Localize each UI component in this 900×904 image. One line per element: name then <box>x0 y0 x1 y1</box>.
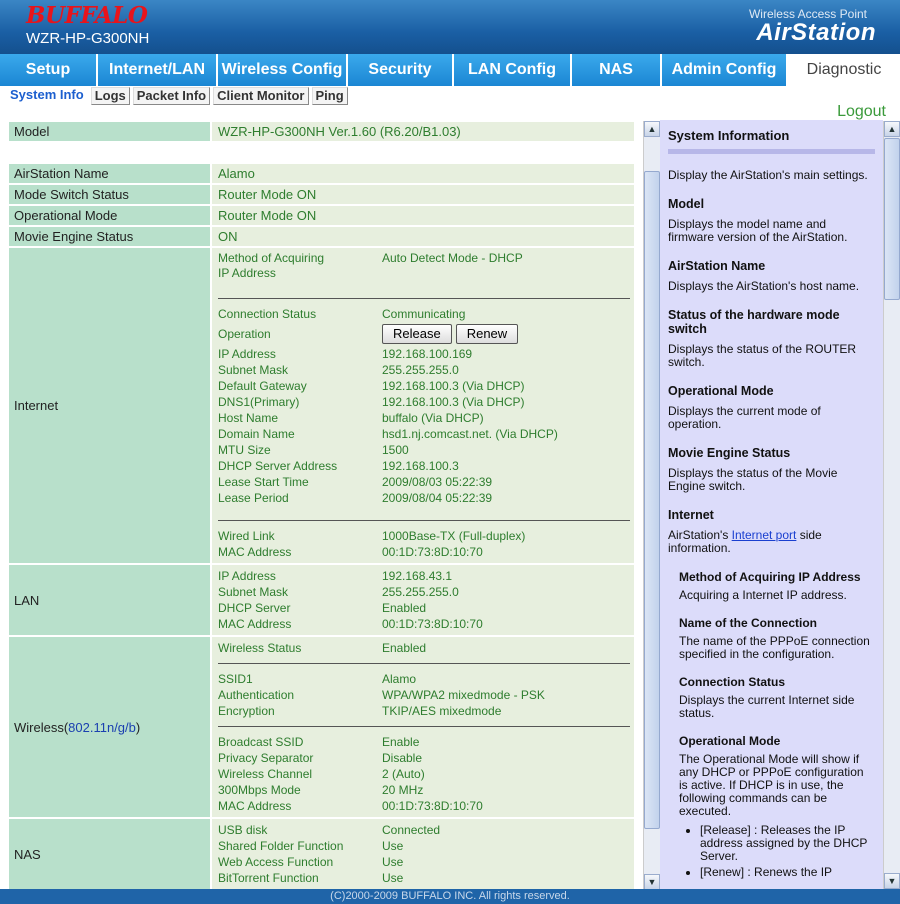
system-info-table <box>9 120 634 891</box>
internet-details <box>218 346 634 506</box>
help-heading: Method of Acquiring IP Address <box>679 570 861 584</box>
table-row <box>9 206 634 225</box>
list-item: BitTorrent Function Use <box>218 871 404 885</box>
help-heading: Operational Mode <box>679 734 781 748</box>
list-item: Subnet Mask 255.255.255.0 <box>218 585 459 599</box>
scroll-up-icon[interactable]: ▲ <box>644 121 660 137</box>
operation-row: Operation Release Renew <box>218 322 634 346</box>
tab-nas[interactable]: NAS <box>572 54 662 86</box>
help-text: The Operational Mode will show if any DHCP or PPPoE configuration is active. If DHCP is in use, the following commands can be executed. <box>679 752 864 818</box>
help-text: Displays the current mode of operation. <box>668 404 821 431</box>
device-model-name: WZR-HP-G300NH <box>26 30 150 47</box>
subtab-client-monitor[interactable]: Client Monitor <box>213 87 308 105</box>
list-item: Broadcast SSID Enable <box>218 735 420 749</box>
help-pane <box>660 120 883 890</box>
tab-admin-config[interactable]: Admin Config <box>662 54 788 86</box>
list-item: Web Access Function Use <box>218 855 404 869</box>
list-item: USB disk Connected <box>218 823 441 837</box>
scroll-down-icon[interactable]: ▼ <box>644 874 660 890</box>
help-heading: Status of the hardware mode switch <box>668 308 840 336</box>
list-item: Domain Name hsd1.nj.comcast.net. (Via DHCP) <box>218 427 558 441</box>
wireless-status-row: Wireless Status Enabled <box>218 641 427 655</box>
table-row <box>9 122 634 141</box>
help-heading: Name of the Connection <box>679 616 818 630</box>
help-text: AirStation's Internet port side information. <box>668 528 822 555</box>
help-text: The name of the PPPoE connection specified in the configuration. <box>679 634 870 661</box>
list-item: Host Name buffalo (Via DHCP) <box>218 411 484 425</box>
header-bar <box>0 0 900 54</box>
table-row <box>9 164 634 183</box>
list-item: Subnet Mask 255.255.255.0 <box>218 363 459 377</box>
list-item: Wireless Channel 2 (Auto) <box>218 767 425 781</box>
help-bullet-list <box>668 824 875 879</box>
list-item: MAC Address 00:1D:73:8D:10:70 <box>218 617 483 631</box>
help-heading: Connection Status <box>679 675 786 689</box>
help-text: Displays the current Internet side status. <box>679 693 855 720</box>
scroll-thumb[interactable] <box>884 138 900 300</box>
sub-nav <box>0 86 900 106</box>
tab-setup[interactable]: Setup <box>0 54 98 86</box>
internet-section <box>9 248 634 563</box>
subtab-ping[interactable]: Ping <box>312 87 348 105</box>
help-scrollbar[interactable] <box>883 121 900 889</box>
tab-internet-lan[interactable]: Internet/LAN <box>98 54 218 86</box>
list-item: Lease Period 2009/08/04 05:22:39 <box>218 491 493 505</box>
subtab-logs[interactable]: Logs <box>91 87 130 105</box>
list-item: DHCP Server Enabled <box>218 601 427 615</box>
tab-diagnostic[interactable]: Diagnostic <box>788 54 900 86</box>
renew-button[interactable]: Renew <box>456 324 518 344</box>
tab-wireless-config[interactable]: Wireless Config <box>218 54 348 86</box>
help-heading: AirStation Name <box>668 259 766 273</box>
help-heading: Movie Engine Status <box>668 446 791 460</box>
operational-mode-value: Router Mode ON <box>212 206 634 225</box>
divider <box>218 520 630 521</box>
wireless-section <box>9 637 634 817</box>
scroll-up-icon[interactable]: ▲ <box>884 121 900 137</box>
main-nav <box>0 54 900 86</box>
airstation-name-value: Alamo <box>212 164 634 183</box>
list-item: DHCP Server Address 192.168.100.3 <box>218 459 459 473</box>
help-text: Displays the model name and firmware version of the AirStation. <box>668 217 848 244</box>
help-heading: Model <box>668 197 705 211</box>
help-heading: Operational Mode <box>668 384 774 398</box>
tab-lan-config[interactable]: LAN Config <box>454 54 572 86</box>
subtab-system-info[interactable]: System Info <box>8 87 88 105</box>
list-item: • [Release] : Releases the IP address assigned by the DHCP Server. <box>700 824 875 863</box>
nas-section <box>9 819 634 889</box>
airstation-logo: AirStation <box>756 19 876 46</box>
internet-method-row: Method of Acquiring IP Address Auto Detect Mode - DHCP <box>218 251 523 280</box>
help-intro: Display the AirStation's main settings. <box>668 168 868 182</box>
footer-copyright: (C)2000-2009 BUFFALO INC. All rights reserved. <box>0 889 900 904</box>
release-button[interactable]: Release <box>382 324 452 344</box>
scroll-down-icon[interactable]: ▼ <box>884 873 900 889</box>
list-item: Encryption TKIP/AES mixedmode <box>218 704 502 718</box>
list-item: DNS1(Primary) 192.168.100.3 (Via DHCP) <box>218 395 525 409</box>
help-text: Displays the status of the ROUTER switch. <box>668 342 857 369</box>
help-text: Displays the AirStation's host name. <box>668 279 860 293</box>
list-item: Privacy Separator Disable <box>218 751 423 765</box>
connection-status-row: Connection Status Communicating <box>218 307 466 321</box>
movie-engine-value: ON <box>212 227 634 246</box>
list-item: SSID1 Alamo <box>218 672 417 686</box>
row-label: Model <box>9 122 212 141</box>
main-scrollbar[interactable] <box>643 121 660 890</box>
list-item: Shared Folder Function Use <box>218 839 404 853</box>
list-item: Lease Start Time 2009/08/03 05:22:39 <box>218 475 493 489</box>
system-info-panel <box>9 120 634 885</box>
divider <box>218 726 630 727</box>
table-row <box>9 143 634 162</box>
list-item: MTU Size 1500 <box>218 443 409 457</box>
tab-security[interactable]: Security <box>348 54 454 86</box>
row-label: Internet <box>9 248 212 563</box>
row-label: AirStation Name <box>9 164 212 183</box>
mode-switch-value: Router Mode ON <box>212 185 634 204</box>
table-row <box>9 185 634 204</box>
list-item: IP Address 192.168.43.1 <box>218 569 453 583</box>
divider <box>218 298 630 299</box>
row-label: Operational Mode <box>9 206 212 225</box>
row-label: Mode Switch Status <box>9 185 212 204</box>
help-heading: Internet <box>668 508 714 522</box>
row-label: Movie Engine Status <box>9 227 212 246</box>
logout-link[interactable]: Logout <box>837 103 886 120</box>
list-item: • [Renew] : Renews the IP <box>700 866 875 879</box>
list-item: 300Mbps Mode 20 MHz <box>218 783 424 797</box>
internet-mac-row: MAC Address 00:1D:73:8D:10:70 <box>218 545 483 559</box>
help-subsections <box>668 570 875 818</box>
table-row <box>9 227 634 246</box>
buffalo-logo: BUFFALO <box>26 2 148 29</box>
subtab-packet-info[interactable]: Packet Info <box>133 87 210 105</box>
help-text: Displays the status of the Movie Engine switch. <box>668 466 838 493</box>
model-value: WZR-HP-G300NH Ver.1.60 (R6.20/B1.03) <box>212 122 634 141</box>
help-text: Acquiring a Internet IP address. <box>679 588 847 602</box>
row-label: LAN <box>9 565 212 635</box>
wireless-label: Wireless(802.11n/g/b) <box>9 637 212 817</box>
scroll-thumb[interactable] <box>644 171 660 829</box>
help-title: System Information <box>668 128 875 154</box>
row-label: NAS <box>9 819 212 889</box>
list-item: Authentication WPA/WPA2 mixedmode - PSK <box>218 688 545 702</box>
list-item: MAC Address 00:1D:73:8D:10:70 <box>218 799 483 813</box>
internet-port-link[interactable]: Internet port <box>731 528 797 542</box>
list-item: IP Address 192.168.100.169 <box>218 347 473 361</box>
wired-link-row: Wired Link 1000Base-TX (Full-duplex) <box>218 529 526 543</box>
lan-section <box>9 565 634 635</box>
list-item: Default Gateway 192.168.100.3 (Via DHCP) <box>218 379 525 393</box>
product-line-label: Wireless Access Point <box>748 7 867 21</box>
divider <box>218 663 630 664</box>
